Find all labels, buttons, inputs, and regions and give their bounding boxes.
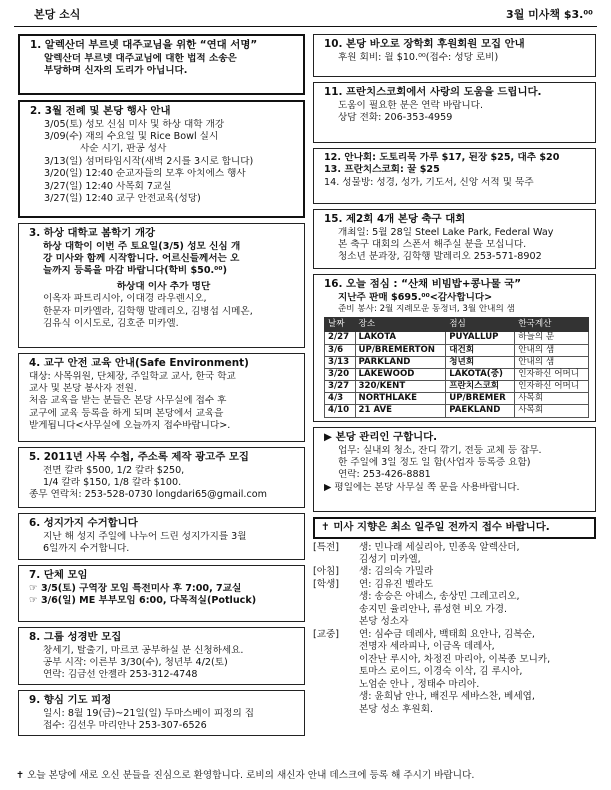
- table-cell: LAKOTA(중): [446, 368, 515, 380]
- table-cell: 안내의 샘: [515, 356, 589, 368]
- intention-text: 생: 김의숙 가밀라: [359, 566, 434, 578]
- notice-9-title: 9. 향심 기도 피정: [29, 694, 112, 706]
- notice-9-box: [18, 690, 305, 736]
- notice-5-contact: 종무 연락처: 253-528-0730 longdari65@gmail.com: [29, 489, 267, 501]
- table-cell: 사목회: [515, 393, 589, 405]
- notice-11-title: 11. 프란치스코회에서 사랑의 도움을 드립니다.: [324, 86, 542, 98]
- notice-16-sales: 지난주 판매 $695.⁰⁰<감사합니다>: [338, 291, 493, 303]
- intention-label: [313, 641, 359, 653]
- table-cell: PUYALLUP: [446, 332, 515, 344]
- intention-label: [313, 679, 359, 691]
- notice-4-box: [18, 353, 305, 442]
- table-cell: PARKLAND: [355, 356, 446, 368]
- notice-2-line: 사순 시기, 판공 성사: [80, 143, 167, 155]
- notice-15-title: 15. 제2회 4개 본당 축구 대회: [324, 213, 466, 225]
- table-cell: 3/6: [325, 344, 356, 356]
- notice-6-title: 6. 성지가지 수거합니다: [29, 517, 138, 529]
- notice-2-line: 3/09(수) 재의 수요일 및 Rice Bowl 실시: [44, 130, 219, 142]
- intention-label: [교중]: [313, 628, 340, 640]
- notice-15-line: 본 축구 대회의 스폰서 해주실 분을 모십니다.: [338, 238, 527, 250]
- notice-10-title: 10. 본당 바오로 장학회 후원회원 모집 안내: [324, 38, 525, 50]
- notice-1-line: 부당하며 신자의 도리가 아닙니다.: [44, 64, 188, 76]
- notice-4-line: 처음 교육을 받는 분들은 본당 사무실에 접수 후: [29, 395, 227, 407]
- notice-1-line: 알렉산더 부르넷 대주교님에 대한 법적 소송은: [44, 52, 237, 64]
- notice-1-title: 1. 알렉산더 부르넷 대주교님을 위한 “연대 서명”: [30, 39, 258, 51]
- table-cell: 2/27: [325, 332, 356, 344]
- notice-11-line: 도움이 필요한 분은 연락 바랍니다.: [338, 99, 483, 111]
- caretaker-notice-box: [313, 427, 596, 512]
- table-cell: LAKOTA: [355, 332, 446, 344]
- notice-9-line: 일시: 8월 19(금)~21일(일) 두마스베이 피정의 집: [43, 707, 255, 719]
- column-header: 한국계산: [515, 318, 589, 332]
- notice-3-name-line: 한문자 미카엘라, 김학행 발레리오, 김병섭 시메온,: [43, 305, 253, 317]
- caretaker-title: ▶ 본당 관리인 구합니다.: [324, 431, 438, 443]
- notice-9-line: 접수: 김선우 마리안나 253-307-6526: [43, 719, 207, 731]
- table-row: [325, 356, 589, 368]
- weekday-door-note: ▶ 평일에는 본당 사무실 쪽 문을 사용바랍니다.: [324, 481, 520, 493]
- table-cell: UP/BREMER: [446, 393, 515, 405]
- caretaker-line: 한 주일에 3일 정도 일 함(사업자 등록증 요함): [338, 456, 531, 468]
- notice-7-line: ☞ 3/5(토) 구역장 모임 특전미사 후 7:00, 7교실: [29, 582, 242, 594]
- notice-3-line: 하상 대학이 이번 주 토요일(3/5) 성모 신심 개: [43, 240, 241, 252]
- notice-11-line: 상담 전화: 206-353-4959: [338, 111, 453, 123]
- notice-13-line: 13. 프란치스코회: 꿀 $25: [324, 164, 440, 176]
- table-cell: 프란치스코회: [446, 381, 515, 393]
- intention-label: [아침]: [313, 566, 340, 578]
- table-row: [325, 332, 589, 344]
- table-row: [325, 393, 589, 405]
- intention-label: [313, 666, 359, 678]
- intention-label: [특전]: [313, 541, 340, 553]
- intention-text: 연: 김유진 벨라도: [359, 578, 434, 590]
- notice-16-title: 16. 오늘 점심 : “산채 비빔밥+콩나물 국”: [324, 278, 522, 290]
- table-cell: 인자하신 어머니: [515, 381, 589, 393]
- table-cell: 21 AVE: [355, 405, 446, 417]
- notice-5-box: [18, 447, 305, 508]
- missal-price: 3월 미사책 $3.⁰⁰: [506, 8, 593, 21]
- column-header: 점심: [446, 318, 515, 332]
- notice-7-box: [18, 565, 305, 622]
- intention-text: 토마스 로이드, 이경숙 이삭, 김 루시아,: [359, 666, 523, 678]
- table-header-row: [325, 318, 589, 332]
- table-cell: 4/10: [325, 405, 356, 417]
- notice-15-box: [313, 209, 596, 269]
- intention-label: [313, 591, 359, 603]
- notice-3-name-line: 김유식 이시도로, 김호준 미카엘.: [43, 318, 179, 330]
- notice-3-line: 강 미사와 함께 시작합니다. 어르신들께서는 오: [43, 252, 240, 264]
- notice-3-name-line: 이옥자 파트리시아, 이대경 라우렌시오,: [43, 293, 207, 305]
- table-cell: NORTHLAKE: [355, 393, 446, 405]
- notice-16-box: [313, 274, 596, 422]
- table-cell: 하늘의 문: [515, 332, 589, 344]
- notice-2-line: 3/27(일) 12:40 교구 안전교육(성당): [44, 193, 201, 205]
- notice-2-box: [18, 100, 305, 218]
- table-cell: 청년회: [446, 356, 515, 368]
- table-row: [325, 381, 589, 393]
- notice-1-box: [18, 34, 305, 95]
- table-row: [325, 405, 589, 417]
- intention-text: 연: 심수금 데레사, 백태희 요안나, 김복순,: [359, 628, 535, 640]
- intention-text: 본당 성소 후원회.: [359, 703, 434, 715]
- intention-label: [313, 691, 359, 703]
- notice-10-box: [313, 34, 596, 77]
- notice-3-box: [18, 223, 305, 348]
- table-cell: 대건회: [446, 344, 515, 356]
- lunch-schedule-table: [324, 317, 589, 417]
- mass-intentions-section: [313, 517, 596, 716]
- intention-text: 생: 민나래 세실리아, 민종욱 알렉산더,: [359, 541, 520, 553]
- notice-14-line: 14. 성물방: 성경, 성가, 기도서, 신앙 서적 및 묵주: [324, 176, 534, 188]
- notice-6-line: 6일까지 수거합니다.: [43, 542, 130, 554]
- notice-7-line: ☞ 3/6(일) ME 부부모임 6:00, 다목적실(Potluck): [29, 594, 257, 606]
- notice-4-line: 대상: 사목위원, 단체장, 주일학교 교사, 한국 학교: [29, 370, 236, 382]
- notice-4-line: 받게됩니다<사무실에 오늘까지 접수바랍니다>.: [29, 420, 231, 432]
- table-row: [325, 368, 589, 380]
- intention-label: [313, 604, 359, 616]
- notice-6-box: [18, 513, 305, 560]
- intention-text: 전명자 세라피나, 이금옥 데레사,: [359, 641, 495, 653]
- notice-5-line: 1/4 칼라 $150, 1/8 칼라 $100.: [43, 476, 182, 488]
- notice-3-subtitle: 하상대 이사 추가 명단: [116, 280, 211, 292]
- intention-label: [313, 704, 359, 716]
- notice-3-line: 늘까지 등록을 마감 바랍니다(학비 $50.⁰⁰): [43, 265, 227, 277]
- notice-8-line: 공부 시작: 이른부 3/30(수), 청년부 4/2(토): [43, 656, 228, 668]
- notice-3-title: 3. 하상 대학교 봄학기 개강: [29, 227, 156, 239]
- notice-2-line: 3/20(일) 12:40 순교자들의 모후 아치에스 행사: [44, 168, 246, 180]
- notice-12-14-box: [313, 148, 596, 204]
- notice-12-line: 12. 안나회: 도토리묵 가루 $17, 된장 $25, 대추 $20: [324, 152, 560, 163]
- intention-label: [313, 554, 359, 566]
- table-cell: 인자하신 어머니: [515, 368, 589, 380]
- table-cell: LAKEWOOD: [355, 368, 446, 380]
- table-cell: UP/BREMERTON: [355, 344, 446, 356]
- table-cell: 3/27: [325, 381, 356, 393]
- welcome-footer: ✝ 오늘 본당에 새로 오신 분들을 진심으로 환영합니다. 로비의 새신자 안내 데스크에 등록 해 주시기 바랍니다.: [16, 770, 475, 781]
- caretaker-line: 연락: 253-426-8881: [338, 469, 431, 481]
- right-column: [313, 34, 596, 716]
- notice-2-line: 3/13(일) 섬머타임시작(새벽 2시를 3시로 합니다): [44, 155, 254, 167]
- column-header: 날짜: [325, 318, 356, 332]
- caretaker-line: 업무: 실내외 청소, 잔디 깎기, 전등 교체 등 잡무.: [338, 444, 542, 456]
- bulletin-title: 본당 소식: [34, 8, 81, 21]
- intention-text: 김성기 미카엘,: [359, 553, 421, 565]
- table-row: [325, 344, 589, 356]
- table-cell: 3/20: [325, 368, 356, 380]
- notice-4-title: 4. 교구 안전 교육 안내(Safe Environment): [29, 357, 249, 369]
- notice-6-line: 지난 해 성지 주일에 나누어 드린 성지가지를 3월: [43, 530, 247, 542]
- intention-text: 생: 윤희남 안나, 배진무 세바스찬, 베세엽,: [359, 691, 535, 703]
- notice-11-box: [313, 82, 596, 143]
- notice-10-line: 후원 회비: 월 $10.⁰⁰(접수: 성당 로비): [338, 51, 499, 63]
- notice-8-line: 연락: 김금선 안젤라 253-312-4748: [43, 669, 198, 681]
- intention-label: [학생]: [313, 578, 340, 590]
- notice-5-line: 전면 칼라 $500, 1/2 칼라 $250,: [43, 464, 185, 476]
- table-cell: 4/3: [325, 393, 356, 405]
- table-cell: 안내의 샘: [515, 344, 589, 356]
- intention-text: 본당 성소자: [359, 616, 409, 628]
- notice-5-title: 5. 2011년 사목 수첩, 주소록 제작 광고주 모집: [29, 451, 249, 463]
- intention-text: 이잔난 루시아, 차정진 마리아, 이복종 모니카,: [359, 653, 551, 665]
- notice-16-note: 준비 봉사: 2월 지례모운 동정녀, 3월 안내의 샘: [338, 303, 515, 314]
- notice-2-title: 2. 3월 전례 및 본당 행사 안내: [30, 105, 171, 117]
- intention-text: 송지민 율리안나, 류성현 비오 가경.: [359, 603, 508, 615]
- column-header: 장소: [355, 318, 446, 332]
- notice-8-line: 창세기, 탈출기, 마르코 공부하실 분 신청하세요.: [43, 644, 244, 656]
- left-column: [18, 34, 305, 741]
- intention-label: [313, 616, 359, 628]
- notice-4-line: 교구에 교육 등록을 하게 되며 본당에서 교육을: [29, 407, 224, 419]
- notice-7-title: 7. 단체 모임: [29, 569, 88, 581]
- notice-2-line: 3/27(일) 12:40 사목회 7교실: [44, 180, 172, 192]
- table-cell: PAEKLAND: [446, 405, 515, 417]
- header-rule: [14, 26, 597, 27]
- table-cell: 320/KENT: [355, 381, 446, 393]
- notice-15-line: 청소년 분과장, 김학행 발레리오 253-571-8902: [338, 251, 542, 263]
- intention-label: [313, 654, 359, 666]
- notice-2-line: 3/05(토) 성모 신심 미사 및 하상 대학 개강: [44, 118, 225, 130]
- table-cell: 사목회: [515, 405, 589, 417]
- table-cell: 3/13: [325, 356, 356, 368]
- notice-8-title: 8. 그룹 성경반 모집: [29, 631, 122, 643]
- notice-4-line: 교사 및 본당 봉사자 전원.: [29, 382, 137, 394]
- intention-text: 노엄순 안나 , 정태수 마리아.: [359, 678, 480, 690]
- notice-8-box: [18, 627, 305, 685]
- notice-15-line: 개최일: 5월 28일 Steel Lake Park, Federal Way: [338, 226, 554, 238]
- mass-intentions-title: ✝ 미사 지향은 최소 일주일 전까지 접수 바랍니다.: [313, 517, 596, 539]
- intention-text: 생: 송승은 아녜스, 송상민 그레고리오,: [359, 591, 520, 603]
